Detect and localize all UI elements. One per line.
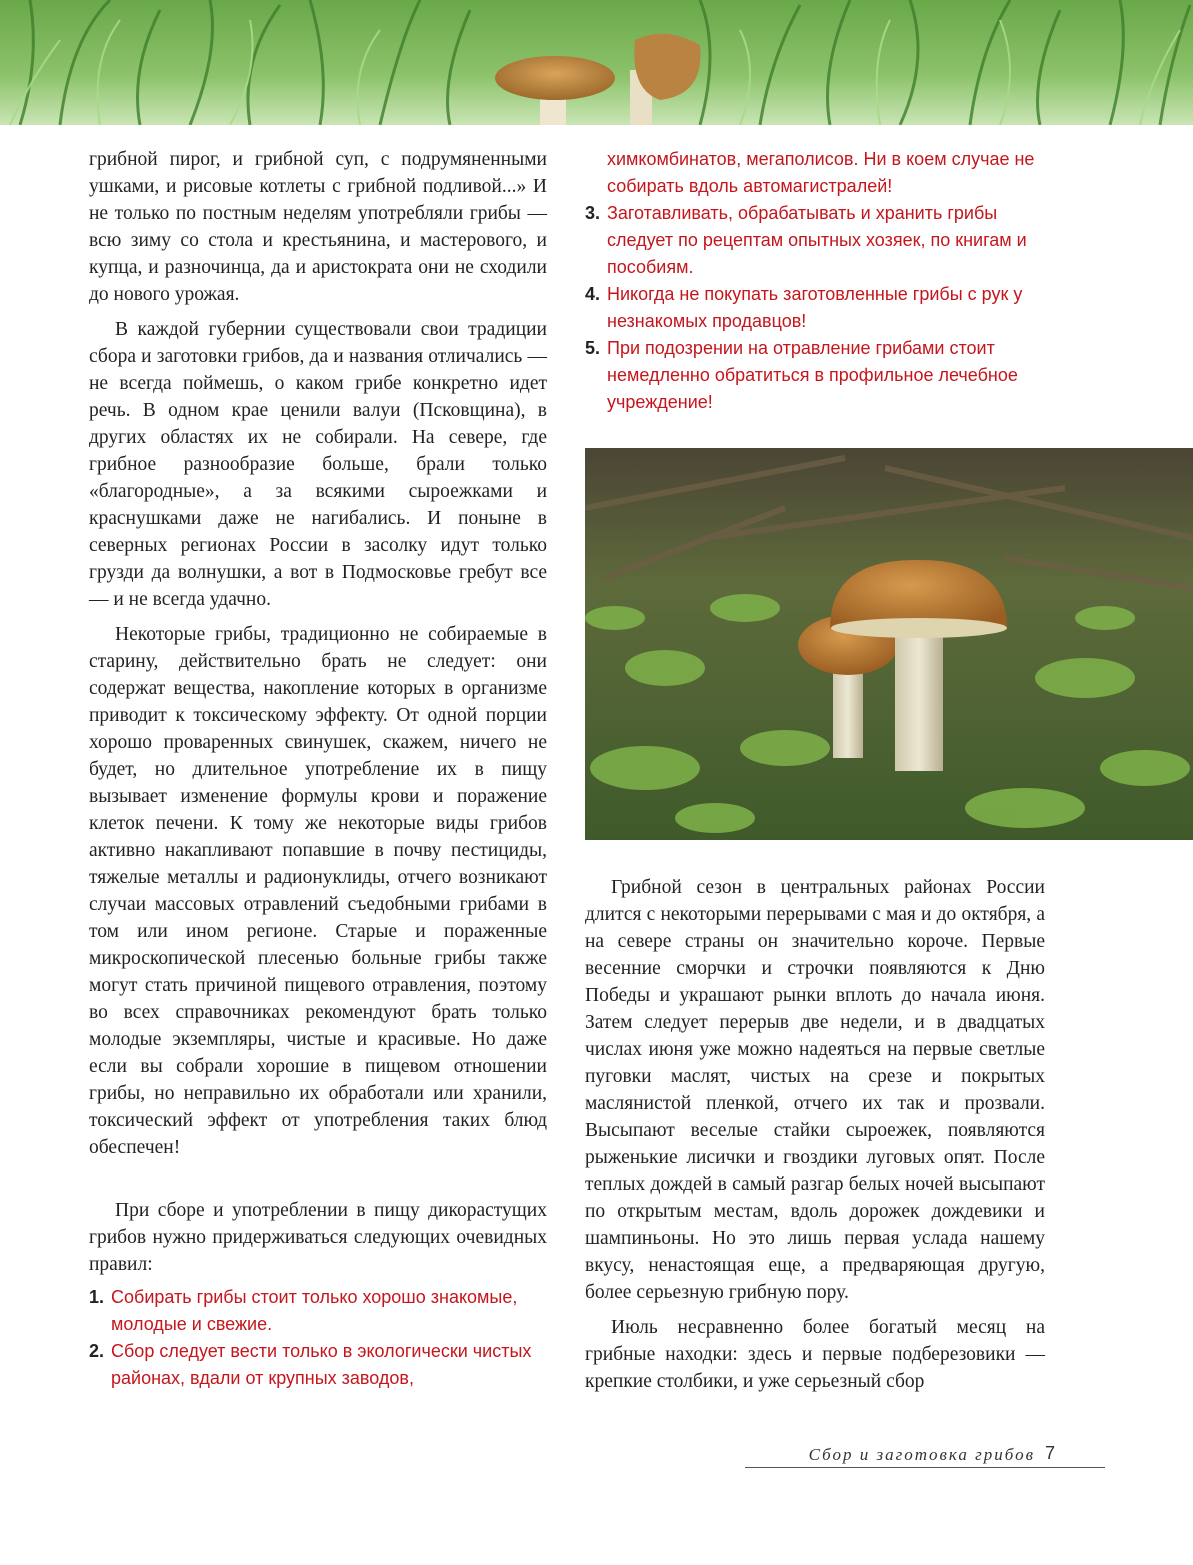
paragraph: В каждой губернии существовали свои традиции сбора и заготовки грибов, да и названия отличались — не всегда поймешь, о каком грибе конкретно идет речь. В одном крае ценили валуи (Псковщина), в других областях их не собирали. На севере, где грибное разнообразие больше, брали только «благородные», а за всякими сыроежками и краснушками даже не нагибались. И поныне в северных регионах России в засолку идут только грузди да волнушки, а вот в Подмосковье гребут все — и не всегда удачно. — [89, 319, 547, 610]
paragraph: Некоторые грибы, традиционно не собираемые в старину, действительно брать не следует: они содержат вещества, накопление которых в организме приводит к токсическому эффекту. От одной порции хорошо проваренных свинушек, скажем, ничего не будет, но длительное употребление их в пищу вызывает изменение формулы крови и поражение клеток печени. К тому же некоторые виды грибов активно накапливают попавшие в почву пестициды, тяжелые металлы и радионуклиды, отчего возникают случаи массовых отравлений съедобными грибами в том или ином регионе. Старые и пораженные микроскопической плесенью больные грибы также могут стать причиной пищевого отравления, поэтому во всех справочниках рекомендуют брать только молодые экземпляры, чистые и красивые. Но даже если вы собрали хорошие в пищевом отношении грибы, но неправильно их обработали или хранили, токсический эффект от употребления таких блюд обеспечен! — [89, 624, 547, 1158]
rule-number: 2. — [89, 1341, 105, 1361]
rule-item — [585, 335, 1055, 416]
rule-item — [89, 1338, 547, 1392]
rule-item — [585, 281, 1055, 335]
rule-item — [89, 1284, 547, 1338]
rule-number: 5. — [585, 338, 601, 358]
rule-text: Собирать грибы стоит только хорошо знакомые, молодые и свежие. — [111, 1287, 518, 1334]
mushroom-photo — [585, 448, 1193, 840]
rule-text: Сбор следует вести только в экологически чистых районах, вдали от крупных заводов, — [111, 1341, 532, 1388]
rule-text: При подозрении на отравление грибами стоит немедленно обратиться в профильное лечебное учреждение! — [607, 338, 1018, 412]
right-column-rules — [585, 146, 1055, 416]
rule-number: 3. — [585, 203, 601, 223]
rule-item — [585, 200, 1055, 281]
birch-bolete-illustration — [585, 448, 1193, 840]
paragraph: Грибной сезон в центральных районах России длится с некоторыми перерывами с мая и до октября, а на севере страны он значительно короче. Первые весенние сморчки и строчки появляются к Дню Победы и украшают рынки вплоть до начала июня. Затем следует перерыв две недели, и в двадцатых числах июня уже можно надеяться на первые светлые пуговки маслят, чистых на срезе и покрытых маслянистой пленкой, отчего их так и прозвали. Высыпают веселые стайки сыроeжек, появляются рыженькие лисички и гвоздики луговых опят. После теплых дождей в самый разгар белых ночей высыпают по открытым местам, вдоль дорожек дождевики и шампиньоны. Но это лишь первая услада нашему вкусу, ненастоящая еще, а предваряющая другую, более серьезную грибную пору. — [585, 877, 1045, 1303]
left-column — [89, 146, 547, 1392]
grass-mushroom-illustration — [0, 0, 1193, 125]
rule-item-continued — [585, 146, 1055, 200]
paragraph: Июль несравненно более богатый месяц на грибные находки: здесь и первые подберезовики — крепкие столбики, и уже серьезный сбор — [585, 1317, 1045, 1392]
paragraph: грибной пирог, и грибной суп, с подрумяненными ушками, и рисовые котлеты с грибной подливой...» И не только по постным неделям употребляли грибы — всю зиму со стола и крестьянина, и мастерового, и купца, и разночинца, да и аристократа они не сходили до нового урожая. — [89, 149, 547, 305]
page-number: 7 — [1044, 1443, 1055, 1463]
rule-text: Никогда не покупать заготовленные грибы с рук у незнакомых продавцов! — [607, 284, 1023, 331]
page-footer — [745, 1445, 1105, 1468]
rules-list — [89, 1284, 547, 1392]
rule-number: 4. — [585, 284, 601, 304]
top-banner-image — [0, 0, 1193, 125]
paragraph: При сборе и употреблении в пищу дикорастущих грибов нужно придерживаться следующих очевидных правил: — [89, 1200, 547, 1275]
section-title: Сбор и заготовка грибов — [808, 1445, 1035, 1464]
right-column-text — [585, 874, 1045, 1395]
rule-number: 1. — [89, 1287, 105, 1307]
rule-text: химкомбинатов, мегаполисов. Ни в коем случае не собирать вдоль автомагистралей! — [607, 149, 1035, 196]
rule-text: Заготавливать, обрабатывать и хранить грибы следует по рецептам опытных хозяек, по книгам и пособиям. — [607, 203, 1027, 277]
